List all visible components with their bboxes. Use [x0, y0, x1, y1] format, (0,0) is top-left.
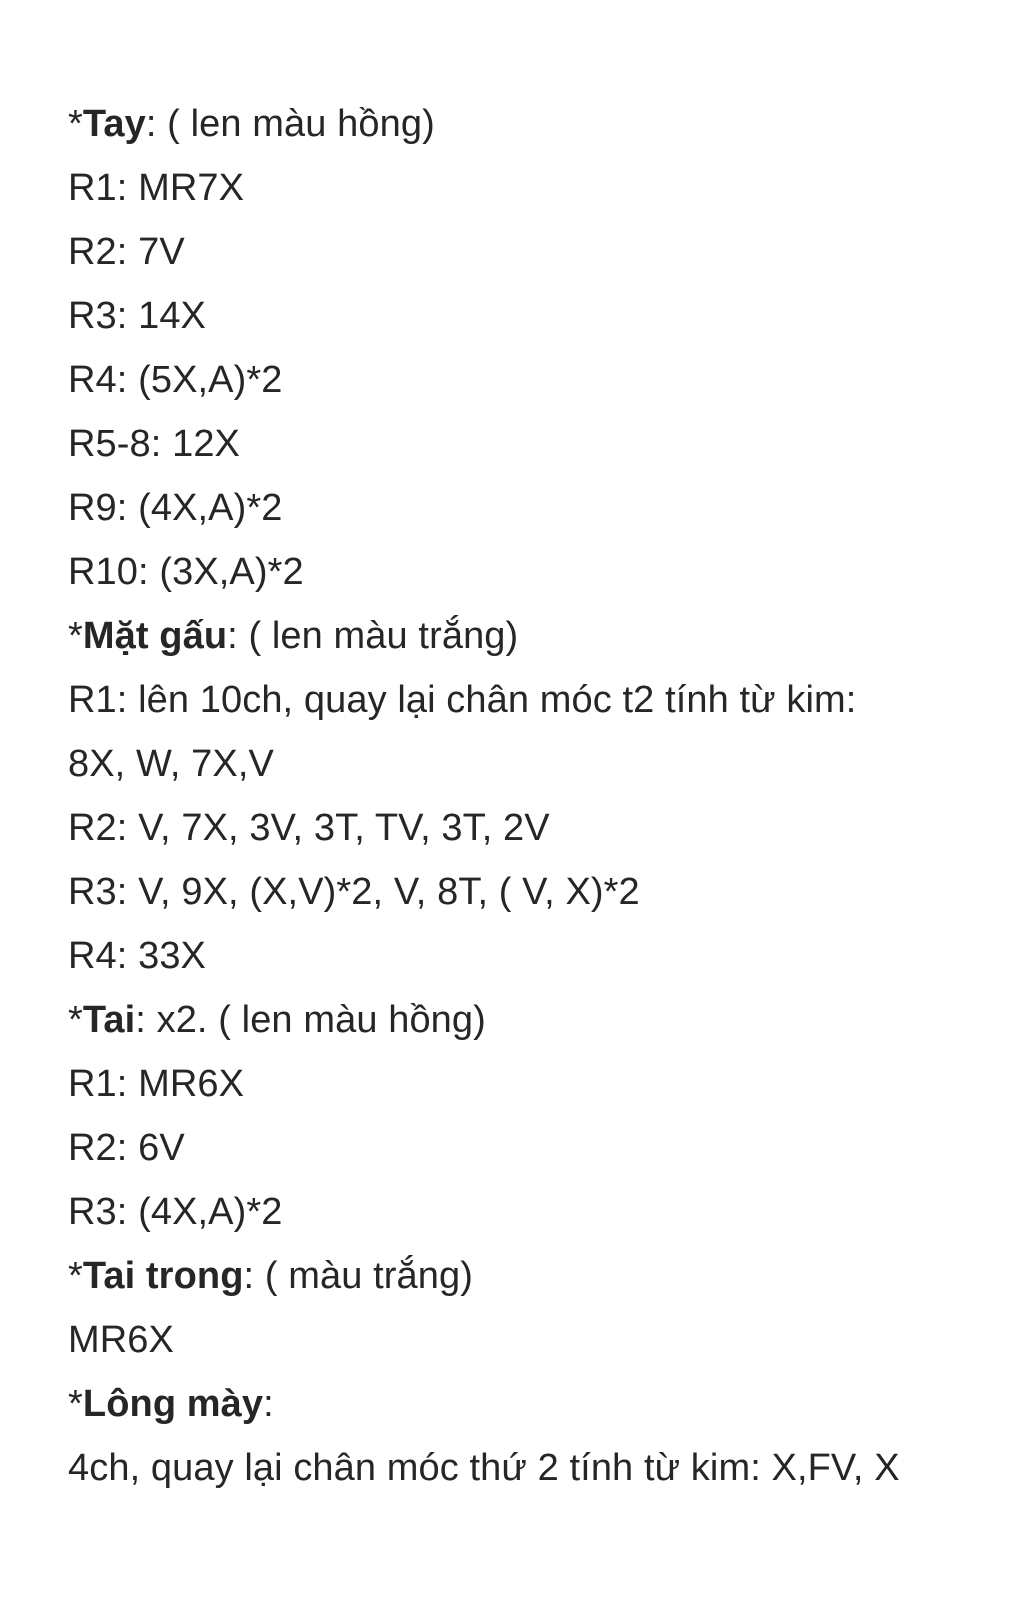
section-heading-tai-trong [68, 1244, 998, 1308]
pattern-row: R2: 7V [68, 231, 185, 273]
pattern-row: R3: (4X,A)*2 [68, 1191, 283, 1233]
heading-title: Tai trong [82, 1255, 244, 1297]
heading-note: : ( len màu trắng) [227, 615, 519, 657]
heading-prefix: * [68, 1255, 83, 1297]
pattern-row: R9: (4X,A)*2 [68, 487, 283, 529]
heading-note: : x2. ( len màu hồng) [135, 999, 486, 1041]
pattern-row: R4: (5X,A)*2 [68, 359, 283, 401]
heading-prefix: * [68, 999, 83, 1041]
pattern-row: 4ch, quay lại chân móc thứ 2 tính từ kim: X,FV, X [68, 1447, 900, 1489]
pattern-row: R5-8: 12X [68, 423, 240, 465]
section-heading-mat-gau [68, 604, 998, 668]
heading-prefix: * [68, 1383, 83, 1425]
heading-note: : [263, 1383, 274, 1425]
heading-title: Mặt gấu [82, 615, 228, 657]
pattern-row: R1: MR6X [68, 1063, 245, 1105]
pattern-row: R1: MR7X [68, 167, 245, 209]
pattern-document [68, 92, 998, 1500]
heading-note: : ( len màu hồng) [145, 103, 435, 145]
heading-note: : ( màu trắng) [243, 1255, 473, 1297]
pattern-row: R2: V, 7X, 3V, 3T, TV, 3T, 2V [68, 807, 550, 849]
pattern-row: R10: (3X,A)*2 [68, 551, 304, 593]
heading-title: Tay [82, 103, 146, 145]
heading-prefix: * [68, 615, 83, 657]
heading-title: Lông mày [82, 1383, 264, 1425]
pattern-row: R3: 14X [68, 295, 207, 337]
section-heading-tai [68, 988, 998, 1052]
pattern-row: 8X, W, 7X,V [68, 743, 274, 785]
pattern-row: R2: 6V [68, 1127, 185, 1169]
heading-prefix: * [68, 103, 83, 145]
section-heading-long-may [68, 1372, 998, 1436]
pattern-row: MR6X [68, 1319, 174, 1361]
section-heading-tay [68, 92, 998, 156]
pattern-row: R3: V, 9X, (X,V)*2, V, 8T, ( V, X)*2 [68, 871, 640, 913]
heading-title: Tai [82, 999, 136, 1041]
pattern-row: R4: 33X [68, 935, 207, 977]
pattern-row: R1: lên 10ch, quay lại chân móc t2 tính từ kim: [68, 679, 857, 721]
